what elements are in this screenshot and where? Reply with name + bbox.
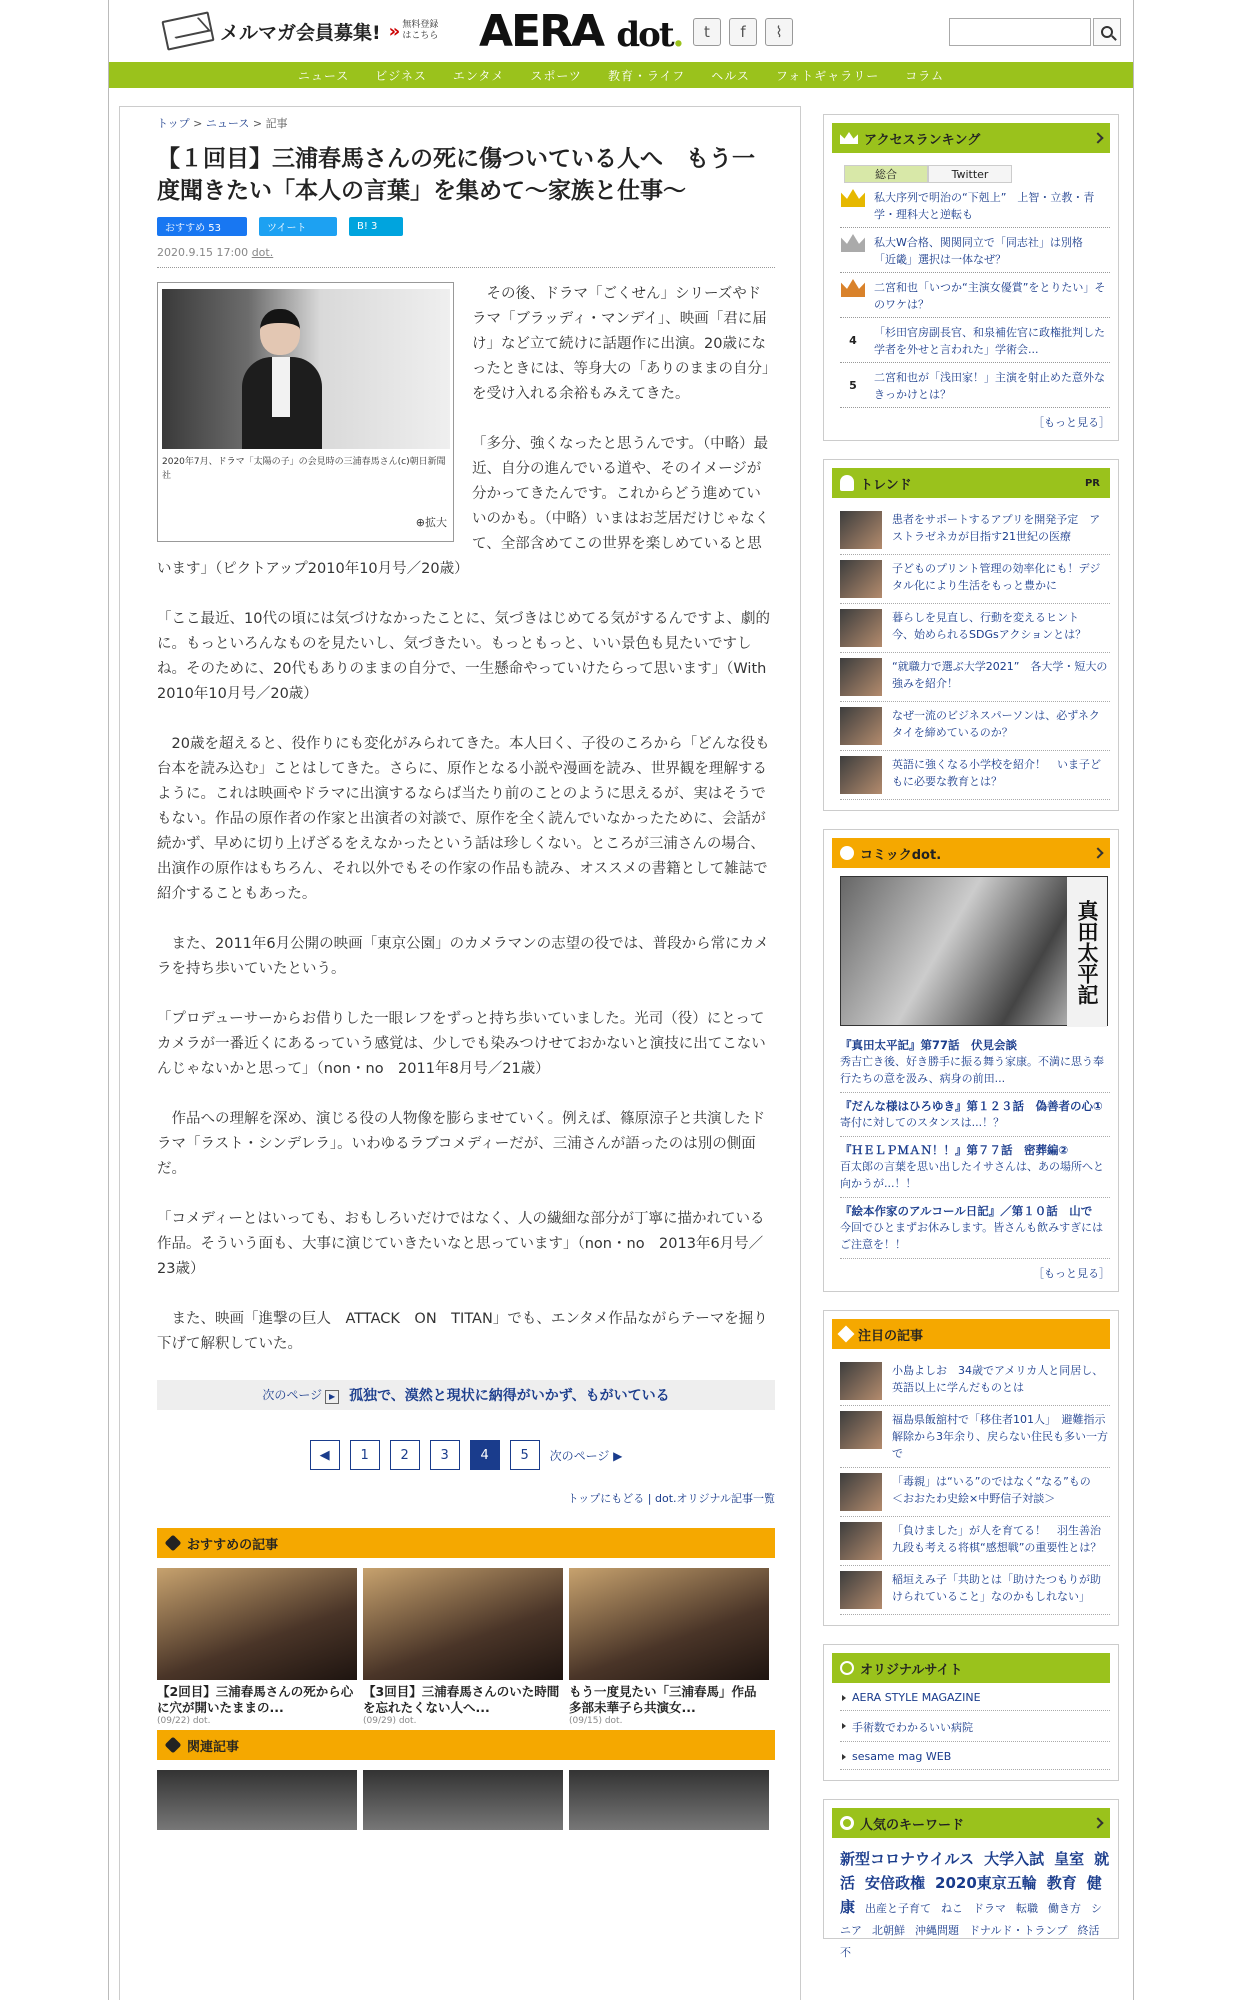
recommended-thumb[interactable]	[569, 1568, 769, 1680]
nav-entame[interactable]: エンタメ	[452, 68, 505, 83]
nav-news[interactable]: ニュース	[297, 68, 350, 83]
rank-number	[840, 189, 866, 223]
recommended-thumb[interactable]	[157, 1568, 357, 1680]
keyword-link[interactable]: 大学入試	[984, 1850, 1045, 1868]
ranking-item[interactable]	[840, 273, 1110, 318]
trend-item[interactable]	[840, 653, 1110, 702]
facebook-icon[interactable]: f	[729, 18, 757, 46]
sun-icon	[840, 846, 854, 860]
sidebar	[823, 114, 1119, 1957]
keyword-link[interactable]: 皇室	[1054, 1850, 1085, 1868]
twitter-icon[interactable]: t	[693, 18, 721, 46]
related-thumb[interactable]	[363, 1770, 563, 1830]
pagination	[157, 1440, 775, 1470]
keyword-link[interactable]: 安倍政権	[865, 1874, 926, 1892]
keyword-link[interactable]: 就活	[840, 1850, 1110, 1892]
trend-title[interactable]: なぜ一流のビジネスパーソンは、必ずネクタイを締めているのか？	[892, 709, 1100, 739]
rank-number	[840, 324, 866, 358]
breadcrumb-news[interactable]: ニュース	[205, 117, 250, 130]
bottom-links: トップにもどる | dot.オリジナル記事一覧	[567, 1492, 775, 1505]
article-title: 【１回目】三浦春馬さんの死に傷ついている人へ もう一度聞きたい「本人の言葉」を集めて～家族と仕事～	[157, 146, 755, 204]
nav-column[interactable]: コラム	[905, 68, 945, 83]
keyword-link[interactable]: シニア	[840, 1902, 1103, 1937]
ranking-tabs	[844, 165, 1110, 183]
keyword-link[interactable]: 教育	[1046, 1874, 1077, 1892]
pager-next[interactable]: 次のページ ▶	[549, 1448, 623, 1463]
keyword-link[interactable]: ねこ	[941, 1902, 964, 1915]
chevron-right-icon	[1092, 1817, 1103, 1828]
comic-desc[interactable]: 今回でひとまずお休みします。皆さんも飲みすぎにはご注意を！！	[840, 1221, 1104, 1251]
mailmag-text: メルマガ会員募集!	[220, 21, 381, 44]
trend-title[interactable]: 患者をサポートするアプリを開発予定 アストラゼネカが目指す21世紀の医療	[892, 513, 1101, 543]
next-page-box[interactable]	[157, 1380, 775, 1410]
featured-box	[823, 1310, 1119, 1626]
ranking-item[interactable]	[840, 183, 1110, 228]
comic-desc[interactable]: 寄付に対してのスタンスは...！？	[840, 1116, 1005, 1129]
original-site-link[interactable]: AERA STYLE MAGAZINE	[840, 1683, 1110, 1711]
keyword-link[interactable]: 不	[840, 1946, 851, 1959]
nav-business[interactable]: ビジネス	[375, 68, 427, 83]
featured-thumb[interactable]	[840, 1411, 882, 1449]
article-figure[interactable]	[157, 282, 454, 542]
keyword-link[interactable]: 健康	[840, 1874, 1102, 1916]
trend-thumb[interactable]	[840, 756, 882, 794]
featured-item[interactable]	[840, 1357, 1110, 1406]
featured-title[interactable]: 小島よしお 34歳でアメリカ人と同居し、英語以上に学んだものとは	[892, 1364, 1104, 1394]
related-thumb[interactable]	[569, 1770, 769, 1830]
logo-dot: dot.	[616, 15, 683, 55]
comic-desc[interactable]: 秀吉亡き後、好き勝手に振る舞う家康。不満に思う奉行たちの意を汲み、病身の前田...	[840, 1055, 1104, 1085]
keyword-link[interactable]: 沖縄問題	[915, 1924, 959, 1937]
comic-more-link[interactable]: ［もっと見る］	[1033, 1267, 1110, 1280]
comic-item[interactable]	[840, 1093, 1110, 1137]
related-thumb[interactable]	[157, 1770, 357, 1830]
envelope-icon	[161, 11, 214, 50]
original-site-link[interactable]: sesame mag WEB	[840, 1742, 1110, 1770]
rank-crown-icon	[841, 234, 865, 252]
featured-item[interactable]	[840, 1566, 1110, 1615]
trend-thumb[interactable]	[840, 707, 882, 745]
comic-item[interactable]	[840, 1137, 1110, 1198]
keyword-link[interactable]: 働き方	[1048, 1902, 1082, 1915]
featured-thumb[interactable]	[840, 1362, 882, 1400]
featured-title[interactable]: 「毒親」は“いる”のではなく“なる”もの ＜おおたわ史絵×中野信子対談＞	[892, 1475, 1102, 1505]
page-wrapper	[108, 0, 1134, 2000]
pager-prev[interactable]: ◀	[310, 1440, 340, 1470]
keyword-link[interactable]: 出産と子育て	[865, 1902, 932, 1915]
trend-item[interactable]	[840, 506, 1110, 555]
featured-item[interactable]	[840, 1517, 1110, 1566]
ranking-title[interactable]: 私大W合格、関関同立で「同志社」は別格 「近畿」選択は一体なぜ？	[874, 236, 1094, 266]
pager-3[interactable]: 3	[430, 1440, 460, 1470]
rss-icon[interactable]: ⌇	[765, 18, 793, 46]
ranking-item[interactable]	[840, 228, 1110, 273]
next-arrow-icon: ▶	[325, 1390, 339, 1404]
featured-thumb[interactable]	[840, 1473, 882, 1511]
rank-number-text: 4	[849, 334, 857, 347]
pager-1[interactable]: 1	[350, 1440, 380, 1470]
tag-icon	[165, 1737, 182, 1754]
featured-title[interactable]: 稲垣えみ子「共助とは「助けたつもりが助けられていること」なのかもしれない」	[892, 1573, 1101, 1603]
main-nav	[109, 62, 1133, 88]
article-paragraph: 「多分、強くなったと思うんです。（中略）最近、自分の進んでいる道や、そのイメージが分かってきたんです。これからどう進めていいのかも。（中略）いまはお芝居だけじゃなくて、全部含めてこの世界を楽しめていると思います」（ピクトアップ2010年10月号／20歳）	[157, 436, 770, 577]
article-date: 2020.9.15 17:00	[157, 246, 249, 259]
related-heading: 関連記事	[157, 1730, 775, 1760]
recommended-item[interactable]	[569, 1568, 769, 1726]
keywords-box	[823, 1799, 1119, 1959]
trend-box	[823, 459, 1119, 811]
breadcrumb: トップ > ニュース > 記事	[157, 117, 288, 130]
trend-title[interactable]: “就職力で選ぶ大学2021” 各大学・短大の強みを紹介！	[892, 660, 1108, 690]
main-content	[119, 106, 801, 2000]
original-box	[823, 1644, 1119, 1781]
recommended-thumb[interactable]	[363, 1568, 563, 1680]
pager-5[interactable]: 5	[510, 1440, 540, 1470]
comic-item[interactable]	[840, 1032, 1110, 1093]
comic-list	[832, 1032, 1110, 1259]
ranking-item[interactable]	[840, 363, 1110, 408]
ranking-more-link[interactable]: ［もっと見る］	[1033, 416, 1110, 429]
crown-icon	[840, 132, 858, 144]
comic-desc[interactable]: 百太郎の言葉を思い出したイサさんは、あの場所へと向かうが...！！	[840, 1160, 1104, 1190]
article-author[interactable]: dot.	[251, 246, 274, 259]
featured-item[interactable]	[840, 1406, 1110, 1468]
trend-item[interactable]	[840, 751, 1110, 800]
site-header	[109, 0, 1133, 62]
keywords-heading[interactable]: 人気のキーワード	[832, 1808, 1110, 1838]
trend-title[interactable]: 子どものプリント管理の効率化にも！デジタル化により生活をもっと豊かに	[892, 562, 1101, 592]
breadcrumb-top[interactable]: トップ	[157, 117, 190, 130]
comic-heading[interactable]: コミックdot.	[832, 838, 1110, 868]
tag-icon	[165, 1535, 182, 1552]
trend-title[interactable]: 暮らしを見直し、行動を変えるヒント 今、始められるSDGsアクションとは？	[892, 611, 1090, 641]
ranking-title[interactable]: 「杉田官房副長官、和泉補佐官に政権批判した学者を外せと言われた」学術会...	[874, 326, 1105, 356]
article-paragraph: 「プロデューサーからお借りした一眼レフをずっと持ち歩いていました。光司（役）にとってカメラが一番近くにあるっていう感覚は、少しでも染みつけせておかないと演技に出てこないんじゃないかと思って」（non・no 2011年8月号／21歳）	[157, 1011, 766, 1077]
nav-health[interactable]: ヘルス	[711, 68, 750, 83]
pager-2[interactable]: 2	[390, 1440, 420, 1470]
article-body	[157, 282, 781, 1357]
tab-twitter[interactable]: Twitter	[928, 165, 1012, 183]
pr-badge: PR	[1084, 477, 1100, 489]
ranking-title[interactable]: 私大序列で明治の“下剋上” 上智・立教・青学・理科大と逆転も	[874, 191, 1095, 221]
tag-icon	[838, 1326, 855, 1343]
nav-photo[interactable]: フォトギャラリー	[775, 68, 880, 83]
trend-item[interactable]	[840, 702, 1110, 751]
article-paragraph: 「コメディーとはいっても、おもしろいだけではなく、人の繊細な部分が丁寧に描かれている作品。そういう面も、大事に演じていきたいなと思っています」（non・no 2013年6月号／23歳）	[157, 1211, 765, 1277]
trend-title[interactable]: 英語に強くなる小学校を紹介！ いま子どもに必要な教育とは？	[892, 758, 1101, 788]
comic-image-title: 真田太平記	[1067, 877, 1107, 1027]
original-site-link[interactable]: 手術数でわかるいい病院	[840, 1711, 1110, 1742]
tab-overall[interactable]: 総合	[844, 165, 928, 183]
search-input[interactable]	[949, 18, 1091, 46]
original-list-link[interactable]: dot.オリジナル記事一覧	[655, 1492, 775, 1505]
recommended-title[interactable]: 【3回目】三浦春馬さんのいた時間を忘れたくない人へ...	[363, 1684, 560, 1715]
social-links	[693, 18, 793, 46]
search-icon	[1101, 26, 1113, 38]
trend-heading: トレンド PR	[832, 468, 1110, 498]
double-arrow-icon: »	[388, 20, 401, 42]
article-paragraph: 「ここ最近、10代の頃には気づけなかったことに、気づきはじめてる気がするんですよ、劇的に。もっといろんなものを見たいし、気づきたい。もっともっと、いい景色も見たいですしね。そのために、20代もありのままの自分で、一生懸命やっていけたらって思います」（With 2010年10月号／20歳）	[157, 611, 781, 702]
keyword-link[interactable]: ドナルド・トランプ	[969, 1924, 1068, 1937]
nav-sports[interactable]: スポーツ	[530, 68, 582, 83]
search-button[interactable]	[1093, 18, 1121, 46]
pager-4-current[interactable]: 4	[470, 1440, 500, 1470]
featured-item[interactable]	[840, 1468, 1110, 1517]
trend-thumb[interactable]	[840, 511, 882, 549]
recommended-date: (09/15) dot.	[569, 1716, 623, 1726]
site-logo[interactable]	[479, 6, 682, 57]
comic-image[interactable]	[840, 876, 1108, 1026]
ranking-title[interactable]: 二宮和也が「浅田家！」主演を射止めた意外なきっかけとは？	[874, 371, 1105, 401]
rank-crown-icon	[841, 189, 865, 207]
tweet-button[interactable]: ツイート	[259, 217, 337, 236]
comic-item[interactable]	[840, 1198, 1110, 1259]
keyword-link[interactable]: 転職	[1016, 1902, 1039, 1915]
comic-title[interactable]: 『ＨＥＬＰＭＡＮ！！』第７７話 密葬編②	[840, 1143, 1069, 1157]
ranking-box	[823, 114, 1119, 441]
person-silhouette	[242, 309, 322, 449]
trend-thumb[interactable]	[840, 658, 882, 696]
article-paragraph: また、映画「進撃の巨人 ATTACK ON TITAN」でも、エンタメ作品ながらテーマを掘り下げて解釈していた。	[157, 1311, 768, 1352]
keyword-cloud	[840, 1848, 1110, 1964]
keyword-link[interactable]: 2020東京五輪	[935, 1874, 1037, 1892]
keyword-link[interactable]: 北朝鮮	[872, 1924, 905, 1937]
chevron-right-icon	[1092, 132, 1103, 143]
trend-thumb[interactable]	[840, 560, 882, 598]
next-page-label[interactable]: 次のページ ▶	[262, 1386, 339, 1404]
hatena-bookmark-button[interactable]: B! 3	[349, 217, 403, 236]
article-paragraph: 作品への理解を深め、演じる役の人物像を膨らませていく。例えば、篠原涼子と共演したドラマ「ラスト・シンデレラ」。いわゆるラブコメディーだが、三浦さんが語ったのは別の側面だ。	[157, 1111, 766, 1177]
zoom-button[interactable]: ⊕拡大	[415, 516, 447, 529]
trend-thumb[interactable]	[840, 609, 882, 647]
next-page-title[interactable]: 孤独で、漠然と現状に納得がいかず、もがいている	[349, 1388, 670, 1404]
ranking-list	[832, 183, 1110, 408]
featured-thumb[interactable]	[840, 1571, 882, 1609]
recommended-item[interactable]	[363, 1568, 563, 1726]
rank-number-text: 5	[849, 379, 857, 392]
featured-list	[832, 1357, 1110, 1615]
ranking-title[interactable]: 二宮和也「いつか“主演女優賞”をとりたい」そのワケは？	[874, 281, 1106, 311]
nav-edu-life[interactable]: 教育・ライフ	[607, 68, 686, 83]
chevron-right-icon	[1092, 847, 1103, 858]
logo-aera: AERA	[479, 6, 604, 57]
original-heading: オリジナルサイト	[832, 1653, 1110, 1683]
recommended-list	[157, 1568, 775, 1726]
article-column	[157, 107, 781, 1830]
rank-number	[840, 234, 866, 268]
person-icon	[840, 475, 854, 491]
featured-title[interactable]: 「負けました」が人を育てる！ 羽生善治九段も考える将棋“感想戦”の重要性とは？	[892, 1524, 1102, 1554]
article-paragraph: また、2011年6月公開の映画「東京公園」のカメラマンの志望の役では、普段から常にカメラを持ち歩いていたという。	[157, 936, 769, 977]
trend-item[interactable]	[840, 604, 1110, 653]
comic-title[interactable]: 『だんな様はひろゆき』第１２３話 偽善者の心①	[840, 1099, 1103, 1113]
ranking-heading[interactable]: アクセスランキング	[832, 123, 1110, 153]
article-paragraph: 20歳を超えると、役作りにも変化がみられてきた。本人曰く、子役のころから「どんな役も台本を読み込む」ことはしてきた。さらに、原作となる小説や漫画を読み、世界観を理解するように。これは映画やドラマに出演するならば当たり前のことのように思えるが、実はそうでもない。作品の原作者の作家と出演者の対談で、原作を全く読んでいなかったために、会話が続かず、早めに切り上げざるをえなかったという話は珍しくない。ところが三浦さんの場合、出演作の原作はもちろん、それ以外でもその作家の作品も読み、オススメの書籍として雑誌で紹介することもあった。	[157, 736, 770, 902]
article-meta	[157, 246, 775, 268]
featured-title[interactable]: 福島県飯舘村で「移住者101人」 避難指示解除から3年余り、戻らない住民も多い一方で	[892, 1413, 1108, 1460]
featured-thumb[interactable]	[840, 1522, 882, 1560]
comic-title[interactable]: 『真田太平記』第77話 伏見会談	[840, 1038, 1018, 1052]
rank-number	[840, 279, 866, 313]
recommended-date: (09/29) dot.	[363, 1716, 417, 1726]
trend-item[interactable]	[840, 555, 1110, 604]
share-buttons	[157, 217, 775, 236]
article-paragraph: その後、ドラマ「ごくせん」シリーズやドラマ「ブラッディ・マンデイ」、映画「君に届け」など立て続けに話題作に出演。20歳になったときには、等身大の「ありのままの自分」を受け入れる余裕もみえてきた。	[472, 286, 770, 402]
keyword-link[interactable]: ドラマ	[973, 1902, 1007, 1915]
recommended-title[interactable]: もう一度見たい「三浦春馬」作品 多部未華子ら共演女...	[569, 1684, 770, 1715]
to-top-link[interactable]: トップにもどる	[567, 1492, 645, 1505]
keyword-link[interactable]: 終活	[1077, 1924, 1100, 1937]
ranking-item[interactable]	[840, 318, 1110, 363]
featured-heading: 注目の記事	[832, 1319, 1110, 1349]
article-photo[interactable]	[162, 289, 450, 449]
rank-crown-icon	[841, 279, 865, 297]
facebook-recommend-button[interactable]: おすすめ 53	[157, 217, 247, 236]
recommended-heading: おすすめの記事	[157, 1528, 775, 1558]
comic-box	[823, 829, 1119, 1292]
register-text: 無料登録はこちら	[402, 20, 439, 41]
keyword-link[interactable]: 新型コロナウイルス	[840, 1850, 975, 1868]
comic-title[interactable]: 『絵本作家のアルコール日記』／第１０話 山で	[840, 1204, 1093, 1218]
trend-list	[832, 506, 1110, 800]
globe-icon	[840, 1661, 854, 1675]
recommended-title[interactable]: 【2回目】三浦春馬さんの死から心に穴が開いたままの...	[157, 1684, 354, 1715]
recommended-date: (09/22) dot.	[157, 1716, 211, 1726]
photo-caption: 2020年7月、ドラマ「太陽の子」の会見時の三浦春馬さん(c)朝日新聞社	[162, 457, 446, 481]
recommended-item[interactable]	[157, 1568, 357, 1726]
target-icon	[840, 1816, 854, 1830]
related-list	[157, 1770, 775, 1830]
mailmag-banner[interactable]	[164, 16, 442, 46]
breadcrumb-current: 記事	[265, 117, 288, 130]
rank-number	[840, 369, 866, 403]
